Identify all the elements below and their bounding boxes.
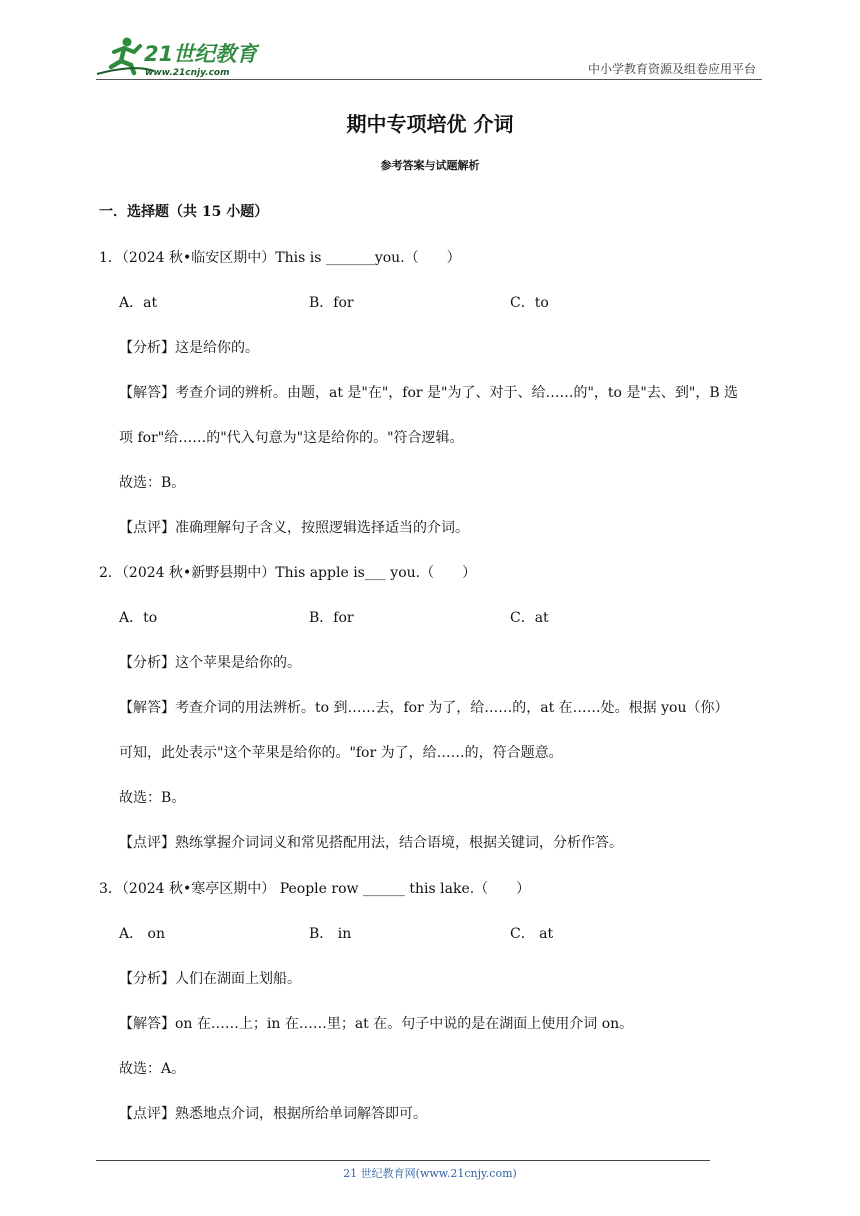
option-a: A． on	[119, 926, 166, 942]
question-stem: 1．（2024 秋•临安区期中）This is _______you.（ ）	[99, 250, 461, 266]
answer-choice: 故选：B。	[119, 790, 186, 806]
comment-text: 【点评】熟悉地点介词，根据所给单词解答即可。	[119, 1106, 427, 1122]
document-subtitle: 参考答案与试题解析	[380, 159, 480, 172]
header-divider	[96, 79, 762, 80]
footer-link[interactable]: 21 世纪教育网(www.21cnjy.com)	[343, 1167, 517, 1180]
comment-text: 【点评】熟练掌握介词词义和常见搭配用法，结合语境，根据关键词，分析作答。	[119, 835, 623, 851]
analysis-text: 【分析】这是给你的。	[119, 340, 259, 356]
comment-text: 【点评】准确理解句子含义，按照逻辑选择适当的介词。	[119, 520, 469, 536]
logo-text: 21世纪教育	[144, 42, 258, 66]
option-c: C．at	[510, 610, 549, 626]
logo-url: www.21cnjy.com	[145, 68, 230, 78]
answer-text-continued: 可知，此处表示"这个苹果是给你的。"for 为了，给……的，符合题意。	[119, 745, 563, 761]
answer-choice: 故选：A。	[119, 1061, 186, 1077]
document-title: 期中专项培优 介词	[346, 112, 514, 136]
answer-choice: 故选：B。	[119, 475, 186, 491]
option-b: B．for	[309, 295, 354, 311]
answer-text: 【解答】考查介词的用法辨析。to 到……去，for 为了，给……的，at 在……处。根据 you（你）	[119, 700, 729, 716]
answer-text: 【解答】on 在……上；in 在……里；at 在。句子中说的是在湖面上使用介词 on。	[119, 1016, 634, 1032]
question-stem: 3．（2024 秋•寒亭区期中） People row ______ this lake.（ ）	[99, 881, 531, 897]
option-c: C． at	[510, 926, 554, 942]
analysis-text: 【分析】人们在湖面上划船。	[119, 971, 301, 987]
answer-text-continued: 项 for"给……的"代入句意为"这是给你的。"符合逻辑。	[119, 430, 464, 446]
header-platform-text: 中小学教育资源及组卷应用平台	[587, 62, 756, 76]
question-stem: 2．（2024 秋•新野县期中）This apple is___ you.（ ）	[99, 565, 477, 581]
section-heading: 一．选择题（共 15 小题）	[99, 204, 269, 220]
footer-divider	[96, 1160, 710, 1161]
option-b: B． in	[309, 926, 352, 942]
option-a: A．to	[119, 610, 158, 626]
answer-text: 【解答】考查介词的辨析。由题，at 是"在"，for 是"为了、对于、给……的"，to 是"去、到"，B 选	[119, 385, 739, 401]
option-a: A．at	[119, 295, 158, 311]
brand-logo	[94, 34, 259, 78]
analysis-text: 【分析】这个苹果是给你的。	[119, 655, 301, 671]
option-b: B．for	[309, 610, 354, 626]
option-c: C．to	[510, 295, 549, 311]
